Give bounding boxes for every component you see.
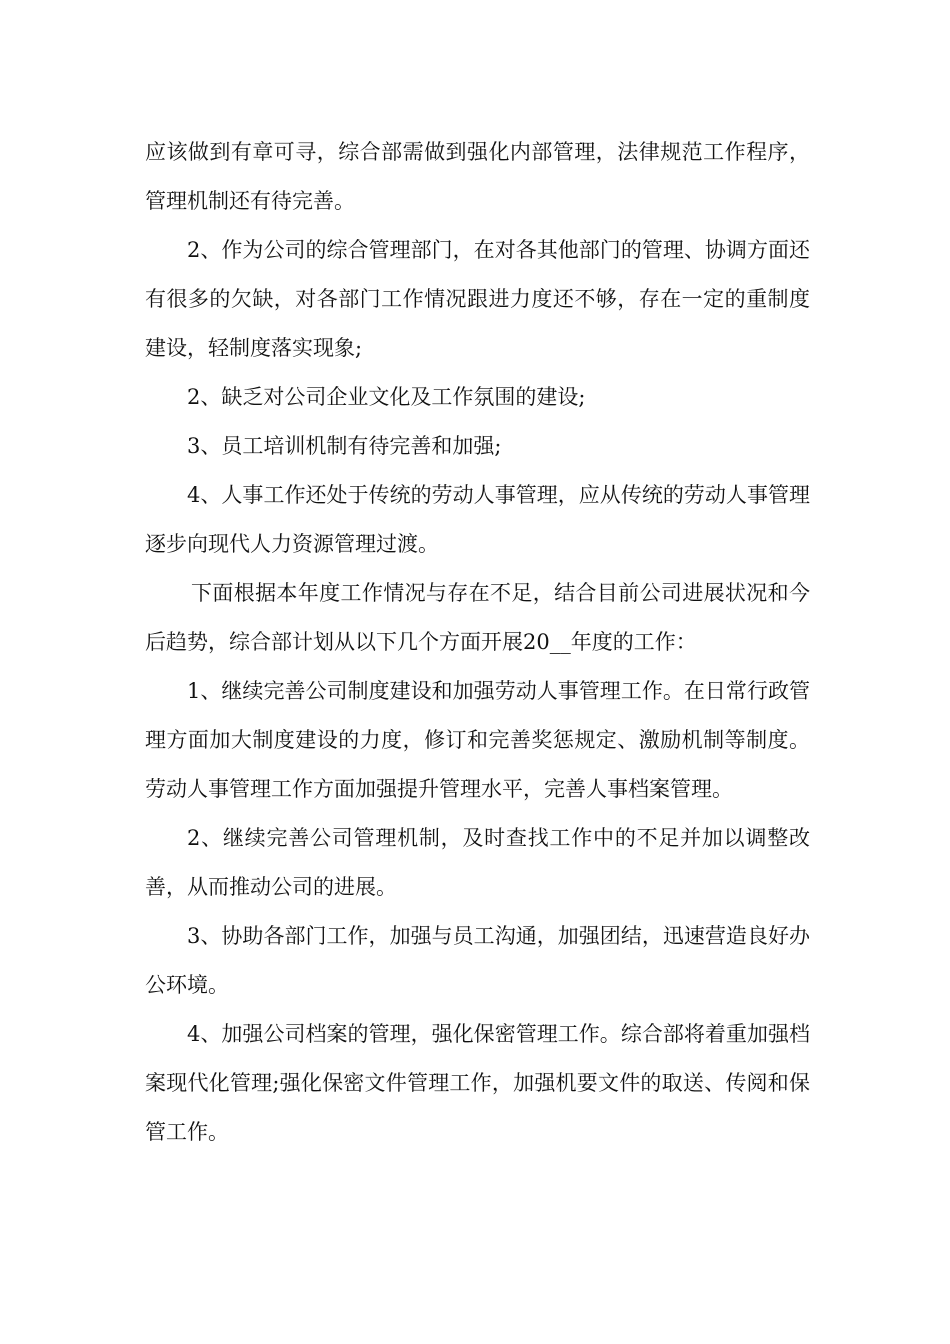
- paragraph-plan-1: 1、继续完善公司制度建设和加强劳动人事管理工作。在日常行政管理方面加大制度建设的力度，修订和完善奖惩规定、激励机制等制度。劳动人事管理工作方面加强提升管理水平，完善人事档案管理。: [145, 679, 810, 801]
- document-body: [145, 128, 810, 1157]
- paragraph-plan-2: 2、继续完善公司管理机制，及时查找工作中的不足并加以调整改善，从而推动公司的进展。: [145, 826, 810, 899]
- paragraph-continuation: 应该做到有章可寻，综合部需做到强化内部管理，法律规范工作程序，管理机制还有待完善。: [145, 140, 810, 213]
- paragraph-issue-2-culture: 2、缺乏对公司企业文化及工作氛围的建设;: [187, 385, 586, 409]
- paragraph-plan-3: 3、协助各部门工作，加强与员工沟通，加强团结，迅速营造良好办公环境。: [145, 924, 810, 997]
- paragraph-issue-2-management: 2、作为公司的综合管理部门，在对各其他部门的管理、协调方面还有很多的欠缺，对各部门工作情况跟进力度还不够，存在一定的重制度建设，轻制度落实现象;: [145, 238, 810, 360]
- paragraph-plan-4: 4、加强公司档案的管理，强化保密管理工作。综合部将着重加强档案现代化管理;强化保密文件管理工作，加强机要文件的取送、传阅和保管工作。: [145, 1022, 810, 1144]
- paragraph-issue-3-training: 3、员工培训机制有待完善和加强;: [187, 434, 502, 458]
- paragraph-issue-4-hr: 4、人事工作还处于传统的劳动人事管理，应从传统的劳动人事管理逐步向现代人力资源管理过渡。: [145, 483, 810, 556]
- paragraph-plan-intro: 下面根据本年度工作情况与存在不足，结合目前公司进展状况和今后趋势，综合部计划从以下几个方面开展20__年度的工作：: [145, 581, 810, 654]
